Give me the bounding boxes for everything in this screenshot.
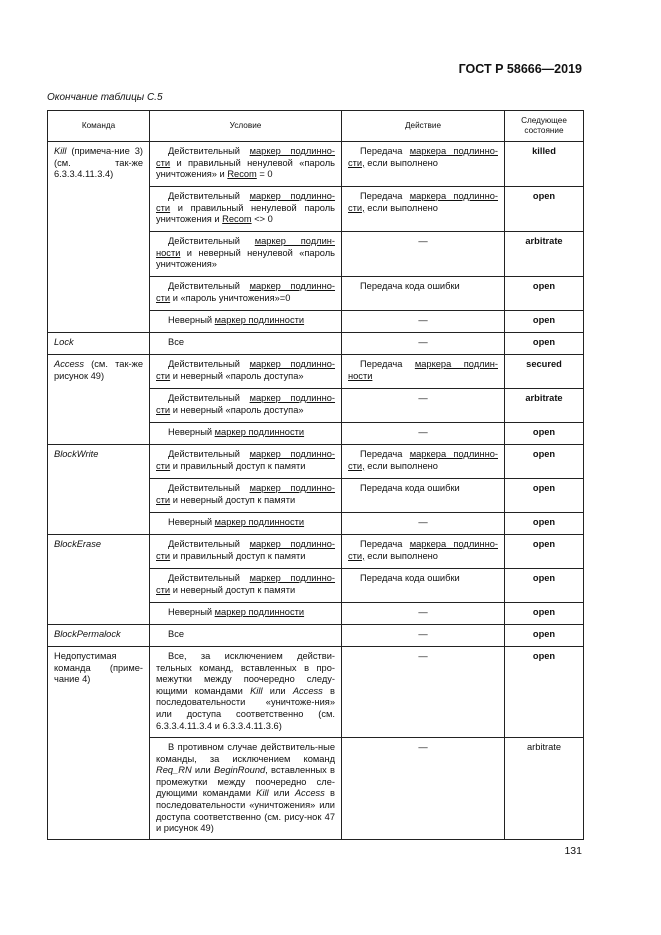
term-link: сти: [156, 584, 171, 595]
header-next-state: Следующее состояние: [505, 111, 584, 142]
term-link: маркер подлинности: [214, 517, 305, 527]
text-fragment: и неверный доступ к памяти: [170, 494, 296, 505]
command-note: (см. так-же рисунок 49): [54, 359, 143, 381]
action-cell: [342, 535, 505, 569]
text-fragment: BeginRound: [214, 765, 266, 776]
condition-cell: [150, 445, 342, 479]
action-cell: —: [342, 738, 505, 840]
text-fragment: Неверный: [168, 427, 215, 437]
table-row: [48, 333, 584, 355]
text-fragment: Req_RN: [156, 765, 192, 776]
text-fragment: Передача: [360, 449, 410, 459]
text-fragment: и «пароль уничтожения»=0: [170, 292, 291, 303]
text-fragment: Access: [292, 685, 323, 696]
condition-cell: [150, 423, 342, 445]
term-link: маркер подлинно-: [249, 393, 336, 403]
term-link: маркера подлинно-: [409, 146, 498, 156]
term-link: ности: [156, 247, 181, 258]
next-state-cell: open: [505, 625, 584, 647]
condition-cell: [150, 142, 342, 187]
term-link: сти,: [348, 202, 365, 213]
term-link: маркер подлинно-: [249, 539, 336, 549]
next-state-cell: open: [505, 311, 584, 333]
action-cell: —: [342, 513, 505, 535]
next-state-cell: open: [505, 569, 584, 603]
term-link: сти: [156, 460, 171, 471]
action-cell: Передача кода ошибки: [342, 569, 505, 603]
term-link: маркер подлинно-: [249, 146, 336, 156]
command-cell-lock: [48, 333, 150, 355]
term-link: маркер подлинно-: [249, 191, 336, 201]
condition-cell: [150, 569, 342, 603]
term-link: Recom: [222, 214, 252, 225]
text-fragment: Действительный: [168, 539, 250, 549]
next-state-cell: killed: [505, 142, 584, 187]
header-condition: Условие: [150, 111, 342, 142]
term-link: Recom: [227, 169, 257, 180]
term-link: маркера подлин-: [414, 359, 498, 369]
condition-cell: Все: [150, 333, 342, 355]
term-link: сти: [156, 494, 171, 505]
term-link: маркер подлин-: [254, 236, 335, 246]
text-fragment: Передача: [360, 191, 410, 201]
text-fragment: Передача: [360, 146, 410, 156]
term-link: маркер подлинности: [214, 315, 305, 325]
action-cell: —: [342, 603, 505, 625]
page-number: 131: [564, 845, 582, 857]
command-cell-blockerase: [48, 535, 150, 625]
term-link: сти,: [348, 157, 365, 168]
text-fragment: Неверный: [168, 517, 215, 527]
action-cell: —: [342, 389, 505, 423]
next-state-cell: open: [505, 647, 584, 738]
text-fragment: Access: [294, 788, 325, 799]
text-fragment: и правильный ненулевой пароль уничтожения и: [156, 202, 335, 225]
action-cell: —: [342, 423, 505, 445]
term-link: сти: [156, 202, 171, 213]
next-state-cell: open: [505, 445, 584, 479]
text-fragment: Все, за исключением действи-тельных команд, вставленных в про-межутки между поочередно следу-ющими командами: [156, 651, 335, 696]
command-name: Access: [54, 359, 84, 369]
term-link: маркер подлинности: [214, 427, 305, 437]
action-cell: —: [342, 333, 505, 355]
next-state-cell: open: [505, 277, 584, 311]
text-fragment: Действительный: [168, 573, 250, 583]
text-fragment: Действительный: [168, 449, 250, 459]
term-link: маркера подлинно-: [409, 449, 498, 459]
command-cell-access: [48, 355, 150, 445]
next-state-cell: open: [505, 535, 584, 569]
text-fragment: Действительный: [168, 393, 250, 403]
term-link: сти,: [348, 460, 365, 471]
command-name: Lock: [54, 337, 74, 347]
condition-cell: [150, 187, 342, 232]
text-fragment: В противном случае действитель-ные команды, за исключением команд: [156, 742, 335, 764]
condition-cell: [150, 277, 342, 311]
command-name: BlockWrite: [54, 449, 99, 459]
text-fragment: Передача: [360, 359, 415, 369]
term-link: сти: [156, 404, 171, 415]
term-link: маркер подлинно-: [249, 359, 336, 369]
command-name: BlockPermalock: [54, 629, 121, 639]
next-state-cell: secured: [505, 355, 584, 389]
text-fragment: Неверный: [168, 607, 215, 617]
action-cell: [342, 445, 505, 479]
condition-cell: [150, 311, 342, 333]
command-name: BlockErase: [54, 539, 102, 549]
command-cell-blockwrite: [48, 445, 150, 535]
table-row: [48, 445, 584, 479]
text-fragment: и неверный ненулевой «пароль уничтожения»: [156, 247, 335, 270]
condition-cell: [150, 603, 342, 625]
condition-cell: [150, 355, 342, 389]
action-cell: —: [342, 311, 505, 333]
command-cell-kill: [48, 142, 150, 333]
next-state-cell: open: [505, 479, 584, 513]
term-link: маркер подлинно-: [249, 281, 336, 291]
table-caption: Окончание таблицы С.5: [47, 92, 163, 103]
text-fragment: Действительный: [168, 236, 255, 246]
text-fragment: Передача: [360, 539, 410, 549]
term-link: маркер подлинно-: [249, 573, 336, 583]
header-command: Команда: [48, 111, 150, 142]
condition-cell: [150, 738, 342, 840]
text-fragment: если выполнено: [364, 157, 438, 168]
text-fragment: если выполнено: [364, 202, 438, 213]
action-cell: Передача кода ошибки: [342, 479, 505, 513]
text-fragment: и неверный «пароль доступа»: [170, 370, 304, 381]
text-fragment: если выполнено: [364, 550, 438, 561]
table-row: [48, 625, 584, 647]
text-fragment: и правильный ненулевой «пароль уничтожения» и: [156, 157, 335, 180]
text-fragment: Kill: [256, 788, 269, 799]
text-fragment: и правильный доступ к памяти: [170, 460, 306, 471]
text-fragment: в последовательности «уничтожения» или доступа соответственно (см. рису-нок 47 и рисунок 49): [156, 788, 336, 834]
next-state-cell: arbitrate: [505, 232, 584, 277]
command-name: Kill: [54, 146, 67, 156]
command-note: (примеча-ние 3) (см. так-же 6.3.3.4.11.3.4): [54, 146, 143, 180]
text-fragment: или: [268, 788, 295, 799]
next-state-cell: open: [505, 423, 584, 445]
action-cell: Передача кода ошибки: [342, 277, 505, 311]
action-cell: [342, 142, 505, 187]
table-row: [48, 535, 584, 569]
next-state-cell: open: [505, 333, 584, 355]
command-cell-invalid: [48, 647, 150, 840]
condition-cell: [150, 389, 342, 423]
action-cell: [342, 355, 505, 389]
condition-cell: Все: [150, 625, 342, 647]
next-state-cell: arbitrate: [505, 389, 584, 423]
next-state-cell: open: [505, 513, 584, 535]
term-link: маркер подлинности: [214, 607, 305, 617]
text-fragment: и правильный доступ к памяти: [170, 550, 306, 561]
table-header-row: [48, 111, 584, 142]
document-code: ГОСТ Р 58666—2019: [458, 62, 582, 76]
action-cell: —: [342, 647, 505, 738]
state-transition-table: [47, 110, 584, 840]
text-fragment: и неверный «пароль доступа»: [170, 404, 304, 415]
condition-cell: [150, 232, 342, 277]
term-link: маркера подлинно-: [409, 539, 498, 549]
text-fragment: = 0: [256, 169, 273, 180]
text-fragment: или: [262, 685, 293, 696]
text-fragment: Действительный: [168, 191, 250, 201]
text-fragment: Действительный: [168, 483, 250, 493]
header-action: Действие: [342, 111, 505, 142]
term-link: маркер подлинно-: [249, 483, 336, 493]
term-link: сти,: [348, 550, 365, 561]
term-link: сти: [156, 550, 171, 561]
term-link: сти: [156, 292, 171, 303]
text-fragment: или: [191, 765, 215, 776]
term-link: маркер подлинно-: [249, 449, 336, 459]
condition-cell: [150, 647, 342, 738]
next-state-cell: open: [505, 603, 584, 625]
text-fragment: Неверный: [168, 315, 215, 325]
text-fragment: Действительный: [168, 146, 250, 156]
term-link: сти: [156, 370, 171, 381]
table-row: [48, 647, 584, 738]
term-link: маркера подлинно-: [409, 191, 498, 201]
table-row: [48, 355, 584, 389]
text-fragment: Действительный: [168, 359, 250, 369]
text-fragment: если выполнено: [364, 460, 438, 471]
condition-cell: [150, 513, 342, 535]
action-cell: —: [342, 625, 505, 647]
table-row: [48, 142, 584, 187]
action-cell: [342, 187, 505, 232]
next-state-cell: open: [505, 187, 584, 232]
next-state-cell: arbitrate: [505, 738, 584, 840]
text-fragment: , вставленных в промежутки между поочередно сле-дующими командами: [156, 765, 335, 799]
term-link: ности: [348, 370, 373, 381]
text-fragment: и неверный доступ к памяти: [170, 584, 296, 595]
condition-cell: [150, 479, 342, 513]
term-link: сти: [156, 157, 171, 168]
command-name: Недопустимая команда (приме-чание 4): [54, 651, 143, 685]
text-fragment: в последовательности «уничтоже-ния» или доступа соответственно (см. 6.3.3.4.11.3.4 и 6.3.3.4.11.3.6): [156, 685, 335, 731]
action-cell: —: [342, 232, 505, 277]
text-fragment: Действительный: [168, 281, 250, 291]
text-fragment: Kill: [250, 685, 263, 696]
condition-cell: [150, 535, 342, 569]
text-fragment: <> 0: [251, 214, 273, 225]
command-cell-blockpermalock: [48, 625, 150, 647]
